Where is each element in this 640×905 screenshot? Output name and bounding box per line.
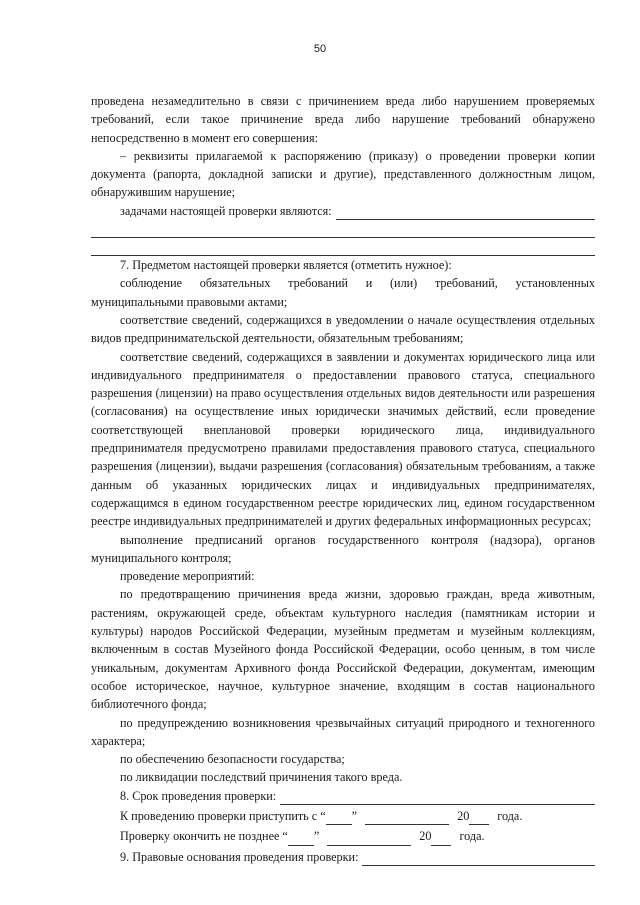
page-number: 50 <box>313 43 327 55</box>
section7-item: по обеспечению безопасности государства; <box>120 752 345 767</box>
section7-item: по ликвидации последствий причинения такого вреда. <box>120 770 403 785</box>
term-input-line[interactable] <box>280 790 595 805</box>
tasks-input-line-3[interactable] <box>91 238 595 256</box>
end-quote-close: ” <box>313 829 320 844</box>
end-month-field[interactable] <box>327 832 411 846</box>
start-date-row <box>91 807 595 825</box>
start-day-field[interactable] <box>326 811 352 825</box>
paragraph-requisites: – реквизиты прилагаемой к распоряжению (приказу) о проведении проверки копии документа (рапорта, докладной записки и другие), представленного должностным лицом, обнаружившим нарушение; <box>91 148 595 200</box>
tasks-label: задачами настоящей проверки являются: <box>120 203 332 218</box>
start-year-suffix: года. <box>497 808 523 823</box>
section7-item: по предотвращению причинения вреда жизни, здоровью граждан, вреда животным, растениям, окружающей среде, объектам культурного наследия (памятникам истории и культуры) народов Российской Федерации, музейным предметам и музейным коллекциям, включенным в состав Музейного фонда Российской Федерации, особо ценным, в том числе уникальным, документам Архивного фонда Российской Федерации, документам, имеющим особое историческое, научное, культурное значение, входящим в состав национального библиотечного фонда; <box>91 587 595 712</box>
tasks-input-line[interactable] <box>336 205 595 220</box>
start-month-field[interactable] <box>365 811 449 825</box>
section7-item: соответствие сведений, содержащихся в заявлении и документах юридического лица или индивидуального предпринимателя о предоставлении правового статуса, специального разрешения (лицензии) на право осуществления отдельных видов деятельности или разрешения (согласования) на осуществление иных юридически значимых действий, если проведение соответствующей внеплановой проверки юридического лица, индивидуального предпринимателя предусмотрено правилами предоставления правового статуса, специального разрешения (лицензии), выдачи разрешения (согласования) обязательным требованиям, а также данным об указанных юридических лицах и индивидуальных предпринимателях, содержащимся в едином государственном реестре юридических лиц, едином государственном реестре индивидуальных предпринимателей и других федеральных информационных ресурсах; <box>91 349 595 529</box>
section7-item: проведение мероприятий: <box>120 569 255 584</box>
section8-heading: 8. Срок проведения проверки: <box>120 788 277 803</box>
section7-heading: 7. Предметом настоящей проверки является (отметить нужное): <box>120 258 452 273</box>
end-date-row <box>91 827 595 845</box>
end-date-prefix: Проверку окончить не позднее “ <box>120 829 288 844</box>
end-year-prefix: 20 <box>419 829 432 844</box>
section9-heading: 9. Правовые основания проведения проверки: <box>120 849 359 864</box>
end-year-field[interactable] <box>431 832 451 846</box>
start-quote-close: ” <box>351 808 358 823</box>
document-body <box>91 92 595 866</box>
tasks-row <box>91 202 595 220</box>
section8-row <box>91 787 595 805</box>
start-year-prefix: 20 <box>457 808 470 823</box>
section7-item: по предупреждению возникновения чрезвычайных ситуаций природного и техногенного характера; <box>91 715 595 748</box>
start-year-field[interactable] <box>469 811 489 825</box>
start-date-prefix: К проведению проверки приступить с “ <box>120 808 326 823</box>
end-year-suffix: года. <box>459 829 485 844</box>
section7-item: выполнение предписаний органов государственного контроля (надзора), органов муниципального контроля; <box>91 532 595 565</box>
end-day-field[interactable] <box>288 832 314 846</box>
paragraph-intro: проведена незамедлительно в связи с причинением вреда либо нарушением проверяемых требований, если такое причинение вреда либо нарушение требований обнаружено непосредственно в момент его совершения: <box>91 94 595 145</box>
section9-row <box>91 848 595 866</box>
section7-item: соответствие сведений, содержащихся в уведомлении о начале осуществления отдельных видов предпринимательской деятельности, обязательным требованиям; <box>91 312 595 346</box>
tasks-input-line-2[interactable] <box>91 220 595 238</box>
legal-basis-input-line[interactable] <box>362 851 595 866</box>
section7-item: соблюдение обязательных требований и (или) требований, установленных муниципальными правовыми актами; <box>91 276 595 309</box>
